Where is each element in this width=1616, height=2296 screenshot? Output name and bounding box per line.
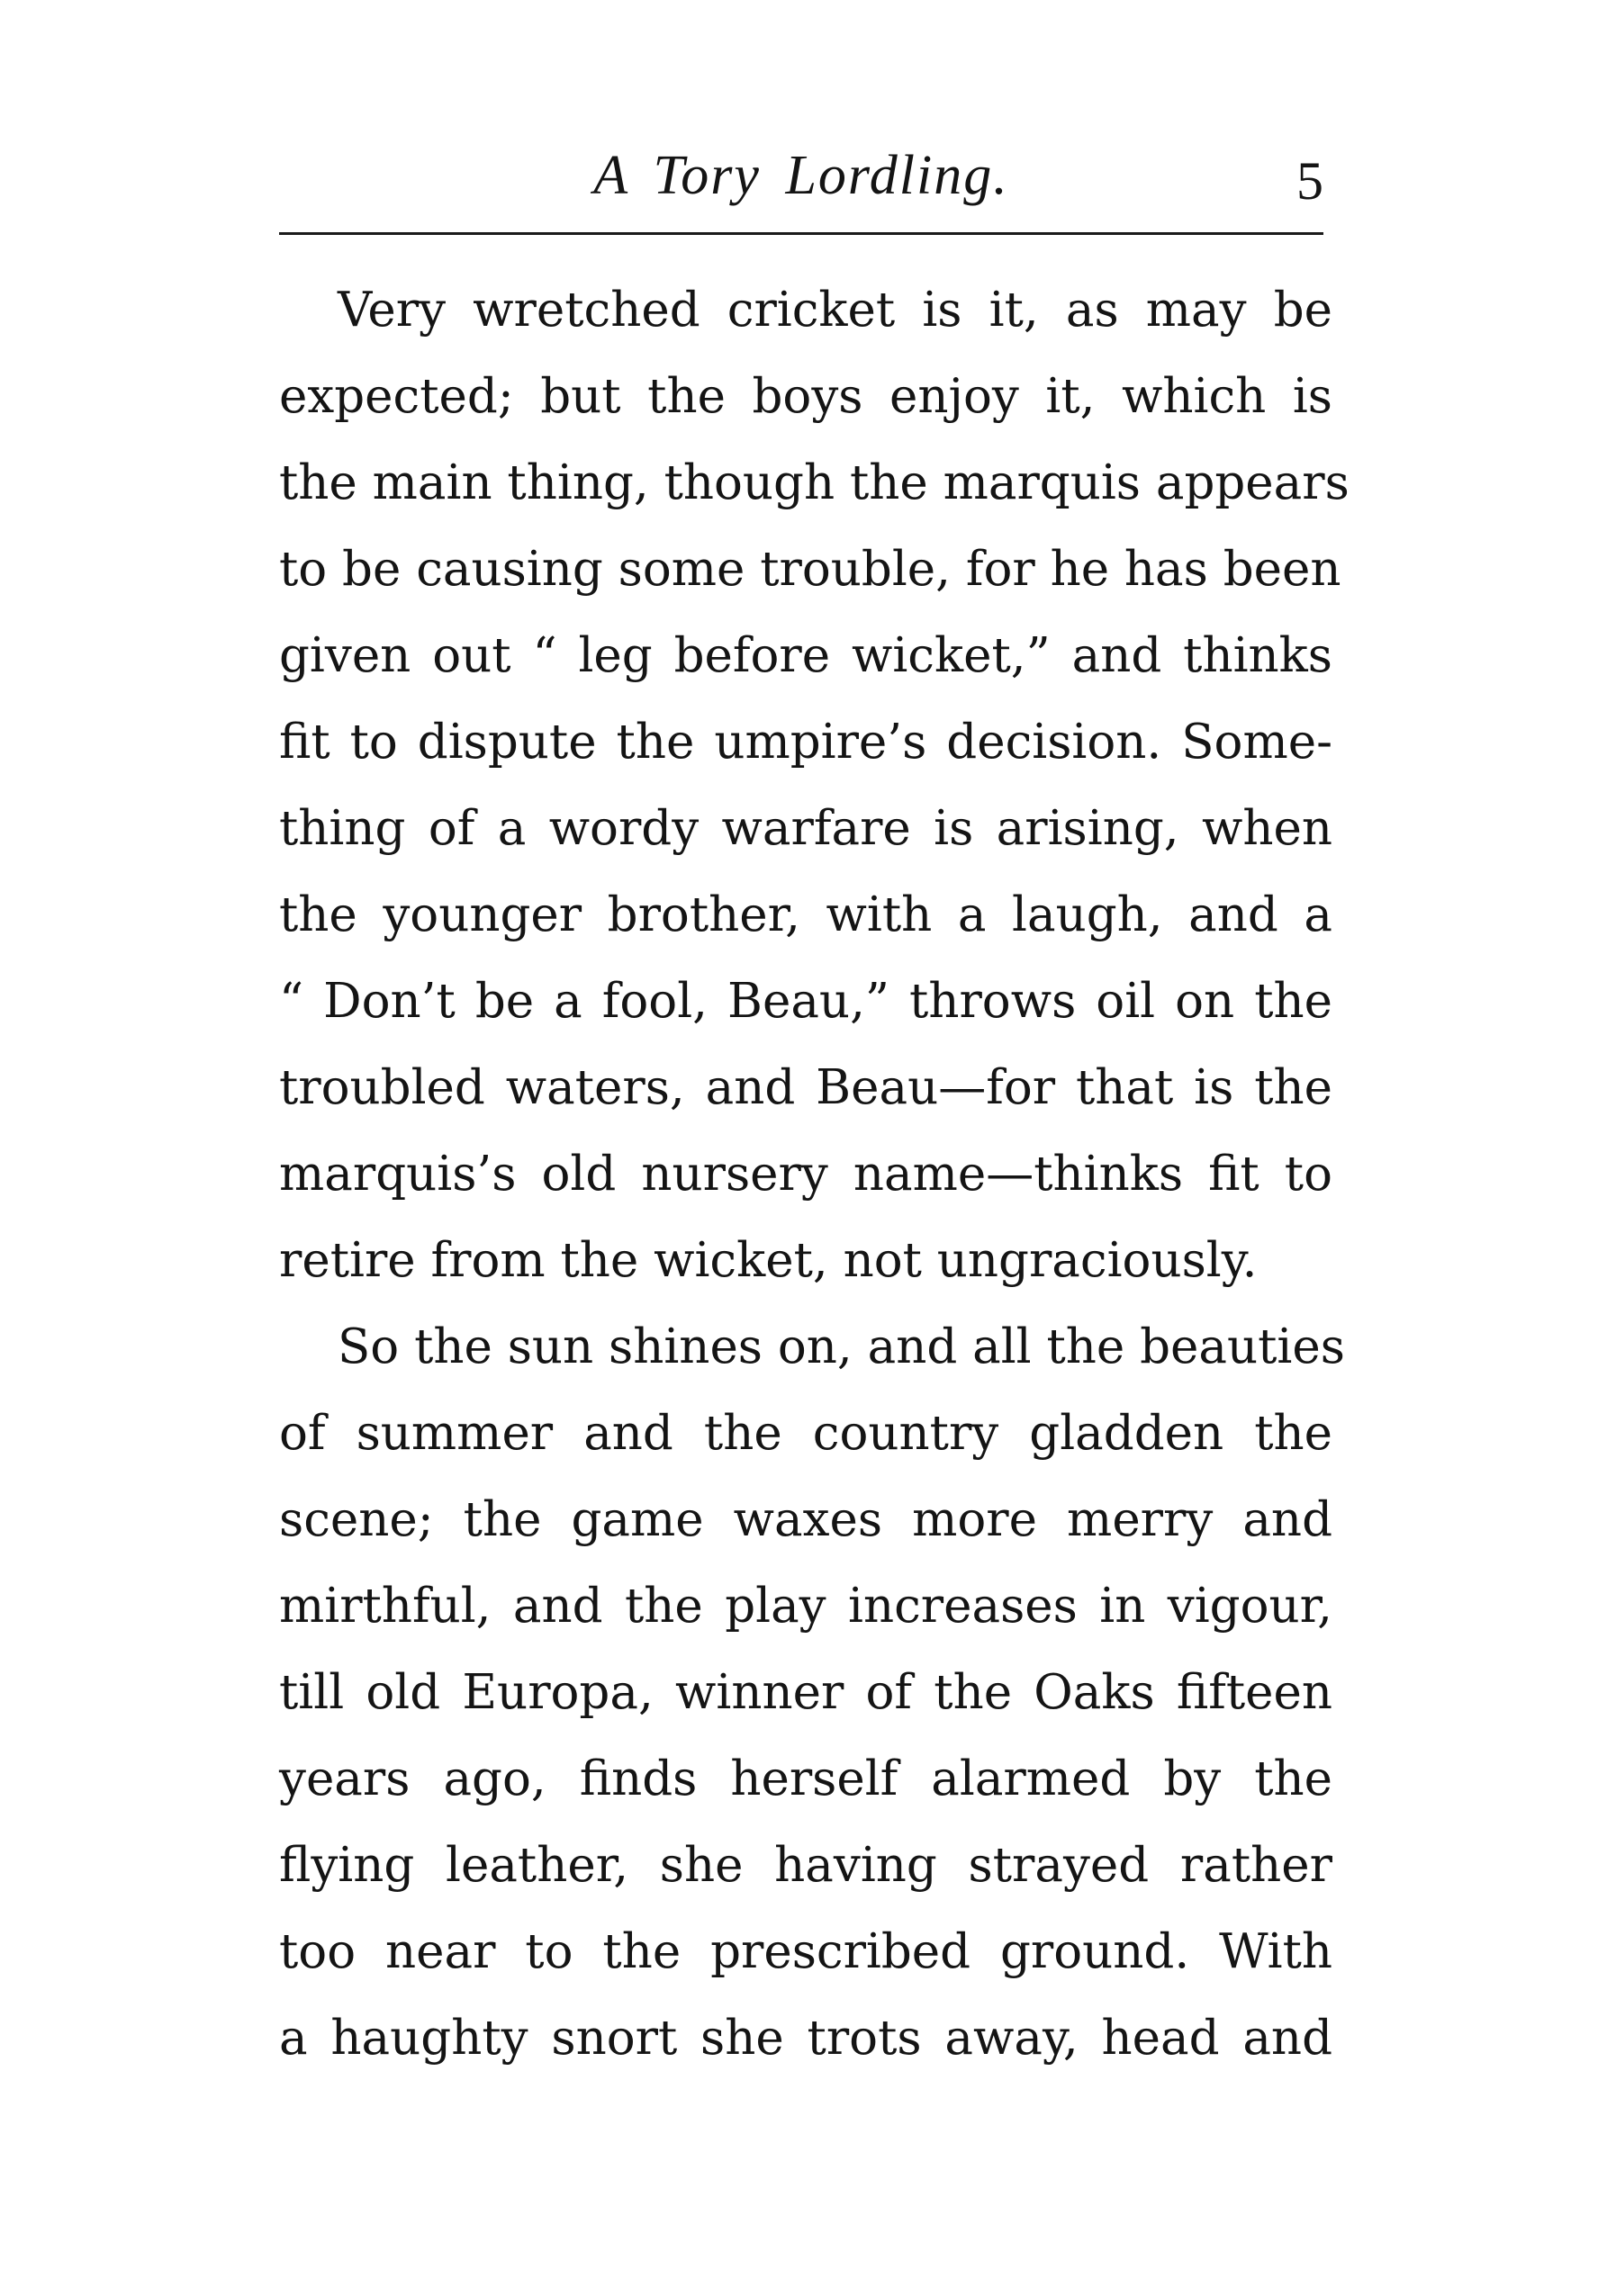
text-line: fit to dispute the umpire’s decision. Some- [279,715,1332,770]
text-line: the younger brother, with a laugh, and a [279,887,1332,942]
text-line: given out “ leg before wicket,” and thinks [279,628,1332,683]
text-line: years ago, finds herself alarmed by the [279,1751,1332,1806]
running-head [279,135,1323,216]
text-line: expected; but the boys enjoy it, which is [279,369,1332,424]
text-line: “ Don’t be a fool, Beau,” throws oil on the [279,974,1332,1029]
text-line: marquis’s old nursery name—thinks fit to [279,1147,1332,1202]
text-line: till old Europa, winner of the Oaks fifteen [279,1665,1332,1720]
text-line: retire from the wicket, not ungraciously. [279,1233,1258,1288]
page-number: 5 [1296,151,1323,211]
body-text [279,267,1350,2082]
text-line: to be causing some trouble, for he has been [279,542,1341,597]
text-line: thing of a wordy warfare is arising, when [279,801,1332,856]
text-line: flying leather, she having strayed rather [279,1838,1332,1893]
text-line: the main thing, though the marquis appears [279,455,1350,510]
text-line: troubled waters, and Beau—for that is the [279,1060,1332,1115]
text-line: scene; the game waxes more merry and [279,1492,1332,1547]
text-line: Very wretched cricket is it, as may be [338,283,1332,338]
text-line: a haughty snort she trots away, head and [279,2011,1332,2066]
header-rule [279,232,1323,235]
running-title: A Tory Lordling. [593,145,1009,206]
text-line: So the sun shines on, and all the beauties [338,1319,1345,1374]
text-line: of summer and the country gladden the [279,1406,1332,1461]
text-line: too near to the prescribed ground. With [279,1924,1332,1979]
text-line: mirthful, and the play increases in vigour, [279,1579,1332,1634]
